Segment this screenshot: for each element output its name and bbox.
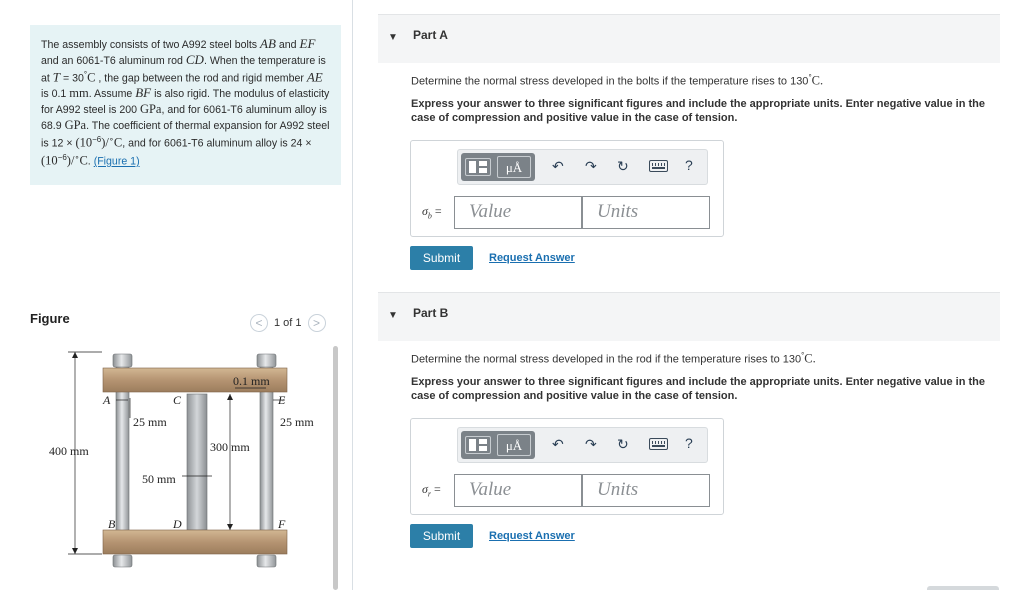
problem-text-segment: )/ (101, 135, 109, 150)
label-rod-length: 300 mm (210, 440, 250, 454)
part-a-header[interactable] (378, 14, 1000, 63)
label-bolt-ef-diameter: 25 mm (280, 415, 314, 429)
part-b-header[interactable] (378, 292, 1000, 341)
problem-text-segment: . (87, 155, 94, 168)
problem-text-segment: (10 (75, 135, 93, 150)
problem-text-segment: ∘ (74, 153, 80, 163)
template-group (461, 431, 535, 459)
problem-text-segment: CD (185, 51, 204, 67)
part-b-answer-box (410, 418, 724, 515)
bolt-head-a (113, 354, 132, 367)
figure-scrollbar[interactable] (333, 346, 338, 590)
redo-icon[interactable]: ↷ (585, 436, 597, 452)
problem-text-segment: = 30 (60, 72, 84, 85)
label-overall-height: 400 mm (49, 444, 89, 458)
problem-text-segment: GPa (139, 101, 162, 116)
part-a-question: Determine the normal stress developed in the bolts if the temperature rises to 130°C. (411, 73, 824, 88)
part-a-submit-button[interactable]: Submit (410, 246, 473, 270)
problem-text-segment: AE (306, 69, 323, 85)
figure-pager (250, 313, 326, 333)
reset-icon[interactable]: ↻ (617, 158, 629, 174)
problem-text-segment: (10 (41, 153, 58, 168)
problem-text-segment: BF (135, 85, 152, 101)
sigma-r-label: $\sigma_r$ = (422, 482, 441, 499)
label-gap: 0.1 mm (233, 374, 270, 388)
units-button[interactable]: μÅ (497, 434, 531, 456)
problem-text-segment: . The coefficient of thermal expansion for A992 steel is 12 × (41, 119, 330, 150)
problem-text-segment: T (52, 69, 61, 85)
problem-text-segment: . Assume (88, 88, 136, 101)
problem-text-segment: , and for 6061-T6 aluminum alloy is 68.9 (41, 103, 327, 132)
problem-text-segment: , the gap between the rod and rigid member (95, 72, 307, 85)
problem-text-segment: and (275, 39, 300, 51)
help-icon[interactable]: ? (685, 435, 693, 451)
problem-text-segment: −6 (92, 135, 102, 145)
figure-link[interactable]: (Figure 1) (93, 155, 140, 168)
collapse-icon[interactable]: ▼ (388, 310, 398, 321)
part-a-request-answer-link[interactable]: Request Answer (489, 252, 575, 264)
problem-text-segment: The assembly consists of two A992 steel bolts (41, 39, 261, 51)
part-a-title: Part A (413, 28, 448, 42)
bottom-tab[interactable] (927, 586, 999, 590)
reset-icon[interactable]: ↻ (617, 436, 629, 452)
panel-divider (352, 0, 353, 590)
figure-heading: Figure (30, 311, 70, 326)
problem-text-segment: ∘ (108, 135, 114, 145)
templates-button[interactable] (465, 436, 491, 454)
problem-text-segment: and an 6061-T6 aluminum rod (41, 54, 186, 67)
part-a-value-input[interactable]: Value (454, 196, 582, 229)
label-e: E (278, 393, 286, 407)
part-b-request-answer-link[interactable]: Request Answer (489, 530, 575, 542)
part-b-units-input[interactable]: Units (582, 474, 710, 507)
part-a-units-input[interactable]: Units (582, 196, 710, 229)
problem-text-segment: C (79, 153, 88, 168)
figure-page-label: 1 of 1 (274, 317, 302, 329)
part-b-toolbar (457, 427, 708, 463)
problem-text-segment: ° (83, 70, 88, 80)
label-bolt-ab-diameter: 25 mm (133, 415, 167, 429)
label-a: A (103, 393, 111, 407)
problem-text-segment: )/ (66, 153, 75, 168)
problem-text-segment: . When the temperature is at (41, 54, 326, 85)
problem-text-segment: C (113, 135, 123, 150)
bolt-ab (116, 366, 129, 552)
problem-text-segment: C (87, 70, 96, 85)
part-a-toolbar (457, 149, 708, 185)
nut-f (257, 555, 276, 567)
problem-text-segment: GPa (64, 117, 87, 132)
part-b-question: Determine the normal stress developed in the rod if the temperature rises to 130°C. (411, 351, 816, 366)
next-figure-button[interactable]: > (308, 314, 326, 332)
label-f: F (278, 517, 286, 531)
collapse-icon[interactable]: ▼ (388, 32, 398, 43)
problem-text-segment: is also rigid. The modulus of elasticity for A992 steel is 200 (41, 88, 330, 116)
part-a-instructions: Express your answer to three significant figures and include the appropriate units. Enter negative value in the case of compression and positive value in the case of tension. (411, 98, 985, 124)
problem-text-segment: EF (299, 36, 316, 51)
undo-icon[interactable]: ↶ (552, 436, 564, 452)
keyboard-icon[interactable] (649, 160, 668, 172)
part-b-instructions: Express your answer to three significant figures and include the appropriate units. Enter negative value in the case of compression and positive value in the case of tension. (411, 376, 985, 402)
redo-icon[interactable]: ↷ (585, 158, 597, 174)
problem-text-segment: AB (260, 36, 276, 51)
problem-text-segment: , and for 6061-T6 aluminum alloy is 24 × (122, 137, 312, 150)
part-a-answer-box (410, 140, 724, 237)
sigma-b-label: $\sigma_b$ = (422, 204, 442, 221)
part-b-value-input[interactable]: Value (454, 474, 582, 507)
assembly-figure (30, 338, 330, 590)
problem-text-segment: mm (69, 86, 89, 101)
help-icon[interactable]: ? (685, 157, 693, 173)
problem-text-segment: is 0.1 (41, 88, 70, 101)
rod-cd (187, 394, 207, 530)
previous-figure-button[interactable]: < (250, 314, 268, 332)
template-group (461, 153, 535, 181)
label-d: D (173, 517, 182, 531)
units-button[interactable]: μÅ (497, 156, 531, 178)
label-b: B (108, 517, 116, 531)
problem-text-segment: −6 (57, 153, 67, 163)
rigid-member-bf (103, 530, 287, 554)
undo-icon[interactable]: ↶ (552, 158, 564, 174)
keyboard-icon[interactable] (649, 438, 668, 450)
templates-button[interactable] (465, 158, 491, 176)
bolt-ef (260, 366, 273, 552)
nut-b (113, 555, 132, 567)
part-b-submit-button[interactable]: Submit (410, 524, 473, 548)
part-b-title: Part B (413, 306, 449, 320)
label-rod-diameter: 50 mm (142, 472, 176, 486)
label-c: C (173, 393, 182, 407)
bolt-head-e (257, 354, 276, 367)
problem-statement (30, 25, 341, 185)
